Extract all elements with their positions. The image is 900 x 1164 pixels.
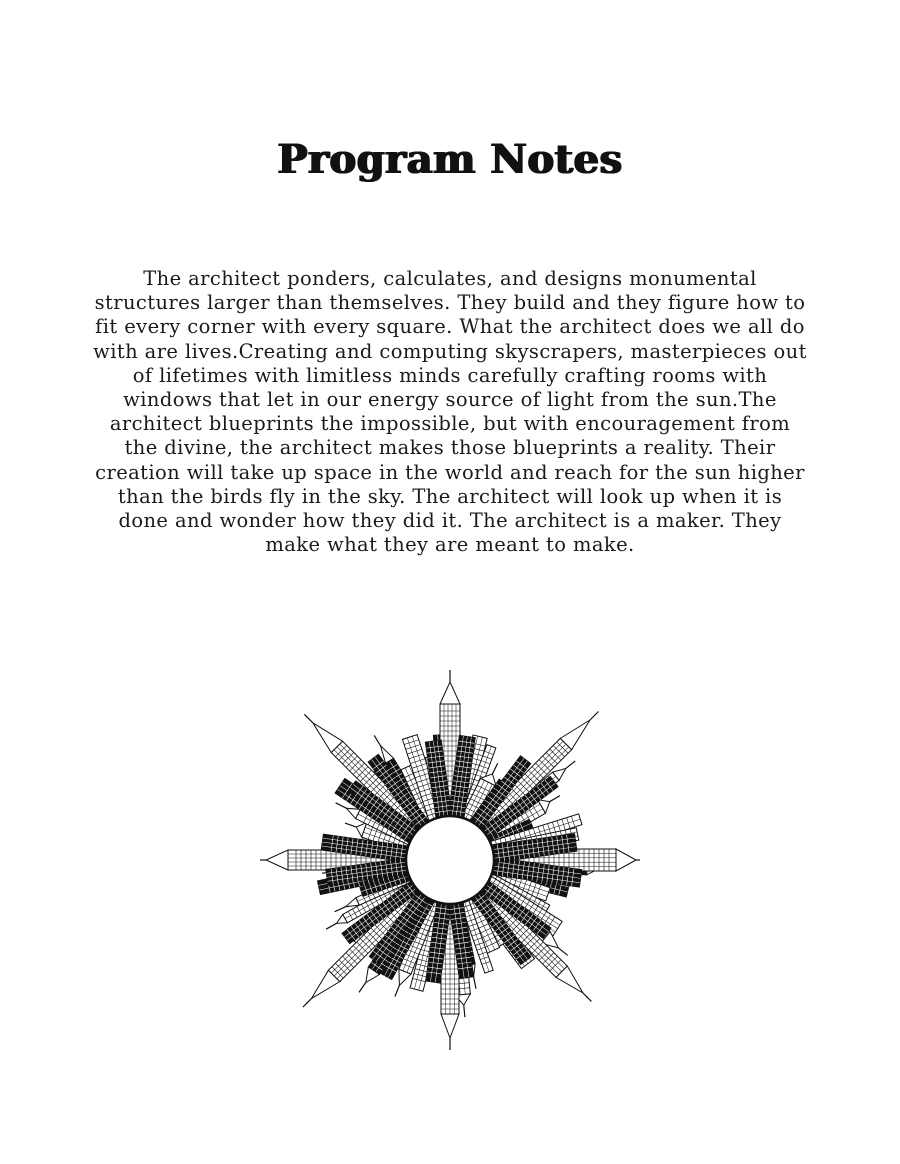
sun-center	[406, 816, 494, 904]
page-title: Program Notes	[277, 136, 623, 183]
skyscraper-sun-icon	[260, 670, 640, 1054]
program-notes-body: The architect ponders, calculates, and designs monumental structures larger than themselves. They build and they figure how to fit every corner with every square. What the architect does we all do with are lives.Creating and computing skyscrapers, masterpieces out of lifetimes with limitless minds carefully crafting rooms with windows that let in our energy source of light from the sun.The architect blueprints the impossible, but with encouragement from the divine, the architect makes those blueprints a reality. Their creation will take up space in the world and reach for the sun higher than the birds fly in the sky. The architect will look up when it is done and wonder how they did it. The architect is a maker. They make what they are meant to make.	[93, 267, 807, 557]
